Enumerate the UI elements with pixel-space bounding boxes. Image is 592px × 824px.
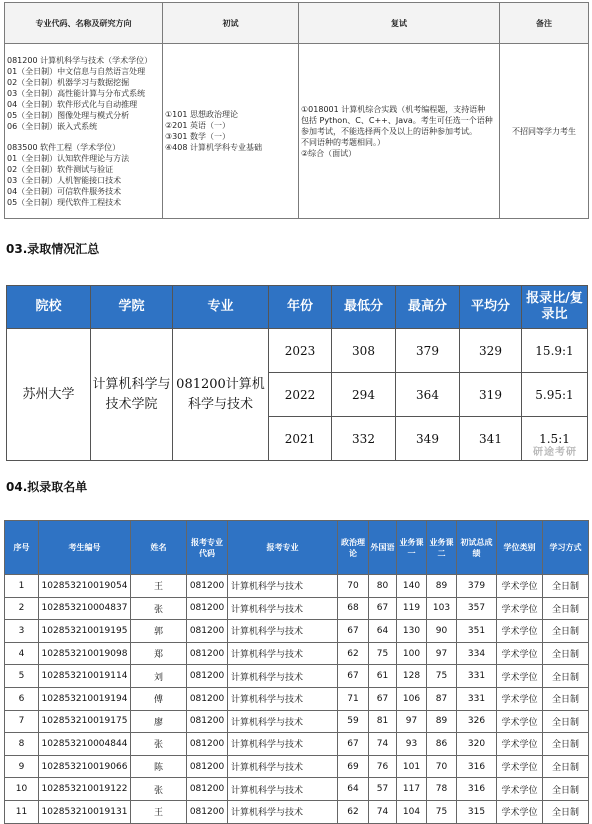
year-cell: 2023 xyxy=(269,329,332,373)
exam-subject: ③301 数学（一） xyxy=(165,132,230,141)
header-cell: 复试 xyxy=(299,3,500,44)
total-score-cell: 379 xyxy=(457,575,497,598)
admission-summary-table xyxy=(6,285,588,461)
politics-score-cell: 68 xyxy=(338,597,369,620)
candidate-name-cell: 陈 xyxy=(131,755,187,778)
header-cell: 姓名 xyxy=(131,521,187,575)
candidate-id-cell: 102853210019195 xyxy=(39,620,131,643)
major-name-cell: 计算机科学与技术 xyxy=(228,665,338,688)
major-name-cell: 计算机科学与技术 xyxy=(228,687,338,710)
table-row xyxy=(5,642,589,665)
program-title: 083500 软件工程（学术学位） xyxy=(7,142,121,152)
header-cell: 年份 xyxy=(269,286,332,329)
section-heading-admission-summary: 03.录取情况汇总 xyxy=(6,242,100,256)
header-cell: 业务课二 xyxy=(427,521,457,575)
major-name-cell: 计算机科学与技术 xyxy=(228,575,338,598)
header-cell: 专业代码、名称及研究方向 xyxy=(5,3,163,44)
foreign-language-score-cell: 74 xyxy=(369,733,397,756)
study-mode-cell: 全日制 xyxy=(543,575,589,598)
foreign-language-score-cell: 64 xyxy=(369,620,397,643)
major-name-cell: 计算机科学与技术 xyxy=(228,710,338,733)
header-cell: 学院 xyxy=(91,286,173,329)
degree-type-cell: 学术学位 xyxy=(497,710,543,733)
total-score-cell: 326 xyxy=(457,710,497,733)
major-name-cell: 计算机科学与技术 xyxy=(228,620,338,643)
foreign-language-score-cell: 61 xyxy=(369,665,397,688)
degree-type-cell: 学术学位 xyxy=(497,575,543,598)
foreign-language-score-cell: 67 xyxy=(369,687,397,710)
subject1-score-cell: 97 xyxy=(397,710,427,733)
header-cell: 考生编号 xyxy=(39,521,131,575)
retest-line: ②综合（面试） xyxy=(301,148,357,158)
direction-item: 04（全日制）可信软件服务技术 xyxy=(7,186,122,196)
candidate-id-cell: 102853210019122 xyxy=(39,778,131,801)
row-number-cell: 8 xyxy=(5,733,39,756)
header-cell: 备注 xyxy=(500,3,589,44)
exam-subject: ①101 思想政治理论 xyxy=(165,110,238,119)
major-code-cell: 081200 xyxy=(187,710,228,733)
candidate-id-cell: 102853210004837 xyxy=(39,597,131,620)
retest-line: ①018001 计算机综合实践（机考编程题，支持语种 xyxy=(301,104,486,114)
study-mode-cell: 全日制 xyxy=(543,755,589,778)
header-cell: 学习方式 xyxy=(543,521,589,575)
major-code-cell: 081200 xyxy=(187,642,228,665)
header-cell: 报考专业 xyxy=(228,521,338,575)
direction-item: 01（全日制）中文信息与自然语言处理 xyxy=(7,66,146,76)
ratio-cell xyxy=(522,417,588,461)
header-cell: 最高分 xyxy=(396,286,460,329)
subject2-score-cell: 75 xyxy=(427,800,457,823)
degree-type-cell: 学术学位 xyxy=(497,687,543,710)
foreign-language-score-cell: 67 xyxy=(369,597,397,620)
major-code-cell: 081200 xyxy=(187,755,228,778)
row-number-cell: 5 xyxy=(5,665,39,688)
header-cell: 初试 xyxy=(163,3,299,44)
min-score-cell: 308 xyxy=(332,329,396,373)
ratio-value: 1.5:1 xyxy=(539,431,570,446)
politics-score-cell: 64 xyxy=(338,778,369,801)
major-code-cell: 081200 xyxy=(187,687,228,710)
header-cell: 学位类别 xyxy=(497,521,543,575)
candidate-name-cell: 郭 xyxy=(131,620,187,643)
study-mode-cell: 全日制 xyxy=(543,620,589,643)
candidate-name-cell: 张 xyxy=(131,733,187,756)
header-cell: 序号 xyxy=(5,521,39,575)
study-mode-cell: 全日制 xyxy=(543,642,589,665)
subject1-score-cell: 93 xyxy=(397,733,427,756)
max-score-cell: 379 xyxy=(396,329,460,373)
degree-type-cell: 学术学位 xyxy=(497,620,543,643)
program-directions-cell xyxy=(5,44,163,219)
direction-item: 05（全日制）图像处理与模式分析 xyxy=(7,110,130,120)
candidate-name-cell: 刘 xyxy=(131,665,187,688)
table-row xyxy=(5,778,589,801)
politics-score-cell: 67 xyxy=(338,665,369,688)
exam-subject: ②201 英语（一） xyxy=(165,121,230,130)
total-score-cell: 331 xyxy=(457,665,497,688)
foreign-language-score-cell: 80 xyxy=(369,575,397,598)
header-cell: 最低分 xyxy=(332,286,396,329)
subject2-score-cell: 87 xyxy=(427,687,457,710)
politics-score-cell: 70 xyxy=(338,575,369,598)
row-number-cell: 7 xyxy=(5,710,39,733)
major-name-cell: 计算机科学与技术 xyxy=(228,597,338,620)
ratio-cell: 15.9:1 xyxy=(522,329,588,373)
header-cell: 报录比/复录比 xyxy=(522,286,588,329)
retest-line: 包括 Python、C、C++、Java。考生可任选一个语种 xyxy=(301,115,493,125)
remark-cell: 不招同等学力考生 xyxy=(500,44,589,219)
subject2-score-cell: 103 xyxy=(427,597,457,620)
major-code-cell: 081200 xyxy=(187,665,228,688)
major-name-cell: 计算机科学与技术 xyxy=(228,778,338,801)
study-mode-cell: 全日制 xyxy=(543,710,589,733)
politics-score-cell: 62 xyxy=(338,642,369,665)
foreign-language-score-cell: 75 xyxy=(369,642,397,665)
subject1-score-cell: 117 xyxy=(397,778,427,801)
ratio-cell: 5.95:1 xyxy=(522,373,588,417)
degree-type-cell: 学术学位 xyxy=(497,665,543,688)
total-score-cell: 351 xyxy=(457,620,497,643)
avg-score-cell: 319 xyxy=(460,373,522,417)
degree-type-cell: 学术学位 xyxy=(497,733,543,756)
summary-header-row xyxy=(7,286,588,329)
total-score-cell: 334 xyxy=(457,642,497,665)
direction-item: 04（全日制）软件形式化与自动推理 xyxy=(7,99,138,109)
exam-subjects-cell xyxy=(163,44,299,219)
candidate-name-cell: 张 xyxy=(131,597,187,620)
program-title: 081200 计算机科学与技术（学术学位） xyxy=(7,55,153,65)
subject1-score-cell: 140 xyxy=(397,575,427,598)
total-score-cell: 316 xyxy=(457,778,497,801)
candidate-id-cell: 102853210019194 xyxy=(39,687,131,710)
min-score-cell: 332 xyxy=(332,417,396,461)
total-score-cell: 316 xyxy=(457,755,497,778)
header-cell: 院校 xyxy=(7,286,91,329)
list-header-row xyxy=(5,521,589,575)
subject2-score-cell: 90 xyxy=(427,620,457,643)
summary-row xyxy=(7,329,588,373)
degree-type-cell: 学术学位 xyxy=(497,755,543,778)
year-cell: 2021 xyxy=(269,417,332,461)
row-number-cell: 1 xyxy=(5,575,39,598)
subject1-score-cell: 101 xyxy=(397,755,427,778)
candidate-id-cell: 102853210019175 xyxy=(39,710,131,733)
table-row xyxy=(5,687,589,710)
subject1-score-cell: 106 xyxy=(397,687,427,710)
major-name-cell: 计算机科学与技术 xyxy=(228,755,338,778)
total-score-cell: 331 xyxy=(457,687,497,710)
table-row xyxy=(5,710,589,733)
row-number-cell: 2 xyxy=(5,597,39,620)
header-cell: 业务课一 xyxy=(397,521,427,575)
direction-item: 03（全日制）人机智能接口技术 xyxy=(7,175,122,185)
direction-item: 03（全日制）高性能计算与分布式系统 xyxy=(7,88,146,98)
candidate-id-cell: 102853210019066 xyxy=(39,755,131,778)
study-mode-cell: 全日制 xyxy=(543,733,589,756)
politics-score-cell: 62 xyxy=(338,800,369,823)
row-number-cell: 4 xyxy=(5,642,39,665)
header-cell: 报考专业代码 xyxy=(187,521,228,575)
subject2-score-cell: 75 xyxy=(427,665,457,688)
candidate-id-cell: 102853210019114 xyxy=(39,665,131,688)
total-score-cell: 320 xyxy=(457,733,497,756)
header-cell: 外国语 xyxy=(369,521,397,575)
admission-list-table xyxy=(4,520,589,824)
row-number-cell: 3 xyxy=(5,620,39,643)
college-cell: 计算机科学与技术学院 xyxy=(91,329,173,461)
degree-type-cell: 学术学位 xyxy=(497,800,543,823)
subject2-score-cell: 86 xyxy=(427,733,457,756)
subject2-score-cell: 70 xyxy=(427,755,457,778)
candidate-id-cell: 102853210004844 xyxy=(39,733,131,756)
table-row xyxy=(5,597,589,620)
major-name-cell: 计算机科学与技术 xyxy=(228,733,338,756)
major-name-cell: 计算机科学与技术 xyxy=(228,800,338,823)
subject2-score-cell: 89 xyxy=(427,575,457,598)
header-cell: 专业 xyxy=(173,286,269,329)
total-score-cell: 357 xyxy=(457,597,497,620)
politics-score-cell: 67 xyxy=(338,620,369,643)
subject2-score-cell: 97 xyxy=(427,642,457,665)
subject2-score-cell: 89 xyxy=(427,710,457,733)
row-number-cell: 9 xyxy=(5,755,39,778)
study-mode-cell: 全日制 xyxy=(543,778,589,801)
header-cell: 平均分 xyxy=(460,286,522,329)
header-cell: 政治理论 xyxy=(338,521,369,575)
foreign-language-score-cell: 76 xyxy=(369,755,397,778)
politics-score-cell: 67 xyxy=(338,733,369,756)
degree-type-cell: 学术学位 xyxy=(497,642,543,665)
subject1-score-cell: 130 xyxy=(397,620,427,643)
subject1-score-cell: 128 xyxy=(397,665,427,688)
politics-score-cell: 69 xyxy=(338,755,369,778)
foreign-language-score-cell: 57 xyxy=(369,778,397,801)
row-number-cell: 10 xyxy=(5,778,39,801)
study-mode-cell: 全日制 xyxy=(543,665,589,688)
retest-line: 不同语种的考题相同。） xyxy=(301,137,385,147)
candidate-id-cell: 102853210019131 xyxy=(39,800,131,823)
subject1-score-cell: 100 xyxy=(397,642,427,665)
row-number-cell: 11 xyxy=(5,800,39,823)
major-code-cell: 081200 xyxy=(187,597,228,620)
avg-score-cell: 341 xyxy=(460,417,522,461)
exam-subject: ④408 计算机学科专业基础 xyxy=(165,143,262,152)
major-code-cell: 081200 xyxy=(187,800,228,823)
politics-score-cell: 59 xyxy=(338,710,369,733)
politics-score-cell: 71 xyxy=(338,687,369,710)
foreign-language-score-cell: 74 xyxy=(369,800,397,823)
subject1-score-cell: 119 xyxy=(397,597,427,620)
retest-line: 参加考试，不能选择两个及以上的语种参加考试。 xyxy=(301,126,477,136)
major-code-cell: 081200 xyxy=(187,778,228,801)
max-score-cell: 349 xyxy=(396,417,460,461)
table-row xyxy=(5,620,589,643)
degree-type-cell: 学术学位 xyxy=(497,597,543,620)
table-row xyxy=(5,665,589,688)
study-mode-cell: 全日制 xyxy=(543,597,589,620)
total-score-cell: 315 xyxy=(457,800,497,823)
degree-type-cell: 学术学位 xyxy=(497,778,543,801)
school-cell: 苏州大学 xyxy=(7,329,91,461)
min-score-cell: 294 xyxy=(332,373,396,417)
major-name-cell: 计算机科学与技术 xyxy=(228,642,338,665)
table-row xyxy=(5,733,589,756)
candidate-name-cell: 廖 xyxy=(131,710,187,733)
subject-table xyxy=(4,2,589,219)
candidate-name-cell: 王 xyxy=(131,575,187,598)
candidate-id-cell: 102853210019098 xyxy=(39,642,131,665)
direction-item: 01（全日制）认知软件理论与方法 xyxy=(7,153,130,163)
retest-cell xyxy=(299,44,500,219)
year-cell: 2022 xyxy=(269,373,332,417)
direction-item: 02（全日制）机器学习与数据挖掘 xyxy=(7,77,130,87)
row-number-cell: 6 xyxy=(5,687,39,710)
direction-item: 02（全日制）软件测试与验证 xyxy=(7,164,114,174)
table-row xyxy=(5,800,589,823)
major-code-cell: 081200 xyxy=(187,733,228,756)
table-row xyxy=(5,755,589,778)
candidate-name-cell: 傅 xyxy=(131,687,187,710)
major-code-cell: 081200 xyxy=(187,620,228,643)
header-cell: 初试总成绩 xyxy=(457,521,497,575)
subject2-score-cell: 78 xyxy=(427,778,457,801)
direction-item: 06（全日制）嵌入式系统 xyxy=(7,121,98,131)
watermark: 研途考研 xyxy=(533,447,577,458)
foreign-language-score-cell: 81 xyxy=(369,710,397,733)
candidate-name-cell: 郑 xyxy=(131,642,187,665)
section-heading-admission-list: 04.拟录取名单 xyxy=(6,480,88,494)
subject-table-header xyxy=(5,3,589,44)
major-code-cell: 081200 xyxy=(187,575,228,598)
avg-score-cell: 329 xyxy=(460,329,522,373)
subject1-score-cell: 104 xyxy=(397,800,427,823)
study-mode-cell: 全日制 xyxy=(543,800,589,823)
study-mode-cell: 全日制 xyxy=(543,687,589,710)
major-cell: 081200计算机科学与技术 xyxy=(173,329,269,461)
table-row xyxy=(5,575,589,598)
candidate-name-cell: 王 xyxy=(131,800,187,823)
candidate-id-cell: 102853210019054 xyxy=(39,575,131,598)
direction-item: 05（全日制）现代软件工程技术 xyxy=(7,197,122,207)
max-score-cell: 364 xyxy=(396,373,460,417)
candidate-name-cell: 张 xyxy=(131,778,187,801)
